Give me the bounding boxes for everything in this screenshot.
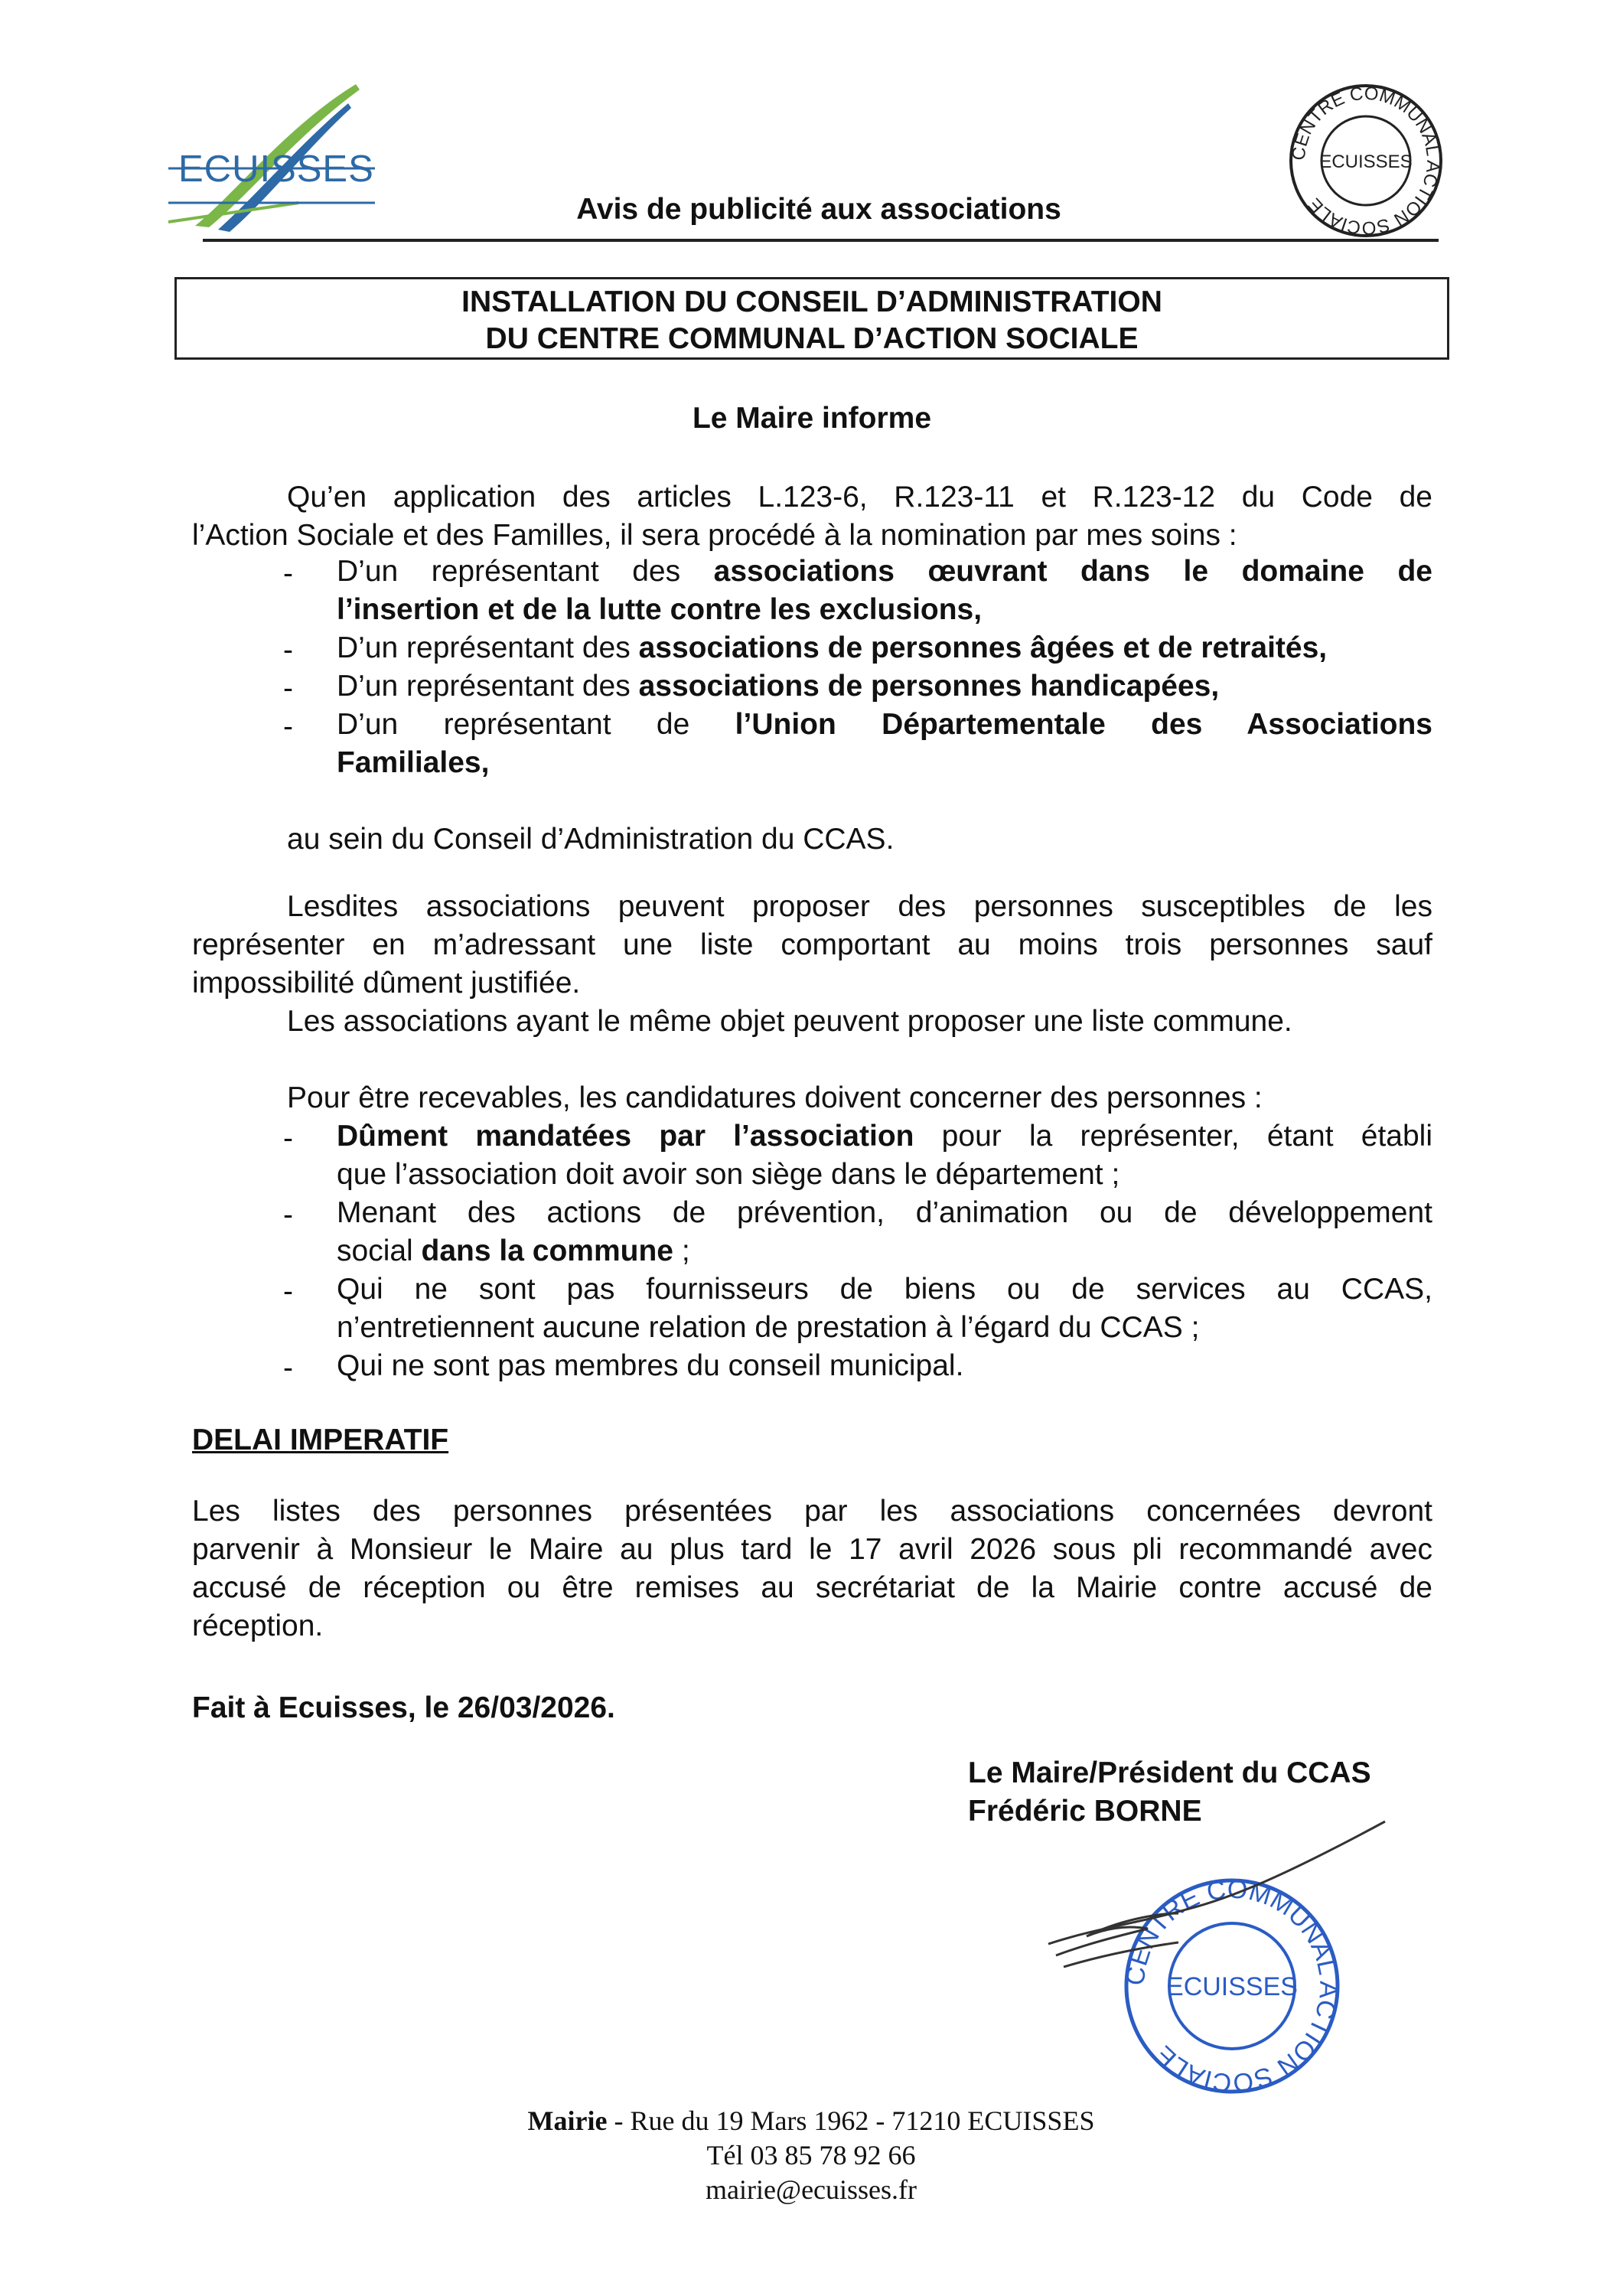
list-bullet: - <box>283 1199 293 1231</box>
notice-title: Avis de publicité aux associations <box>576 193 1061 226</box>
ecuisses-logo <box>165 80 394 241</box>
place-date: Fait à Ecuisses, le 26/03/2026. <box>192 1691 615 1724</box>
stamp-bottom-center-text: ECUISSES <box>1166 1972 1298 2001</box>
criterion-item-continuation: n’entretiennent aucune relation de prestation à l’égard du CCAS ; <box>337 1311 1200 1344</box>
list-bullet: - <box>283 634 293 667</box>
delai-line-3: accusé de réception ou être remises au secrétariat de la Mairie contre accusé de <box>192 1571 1432 1604</box>
signatory-role: Le Maire/Président du CCAS <box>968 1756 1371 1789</box>
stamp-icon <box>1286 80 1446 241</box>
list-bullet: - <box>283 1275 293 1308</box>
logo-text: ECUISSES <box>178 148 374 190</box>
meme-objet-text: Les associations ayant le même objet peuvent proposer une liste commune. <box>287 1005 1292 1038</box>
nomination-item-continuation: l’insertion et de la lutte contre les exclusions, <box>337 593 983 626</box>
au-sein-text: au sein du Conseil d’Administration du CCAS. <box>287 823 895 856</box>
intro-line-2: l’Action Sociale et des Familles, il sera procédé à la nomination par mes soins : <box>192 519 1237 552</box>
criterion-item-continuation: que l’association doit avoir son siège dans le département ; <box>337 1158 1120 1191</box>
signatory-name: Frédéric BORNE <box>968 1795 1202 1828</box>
list-bullet: - <box>283 672 293 705</box>
list-bullet: - <box>283 1122 293 1155</box>
delai-line-4: réception. <box>192 1609 324 1642</box>
nomination-item: D’un représentant des associations de personnes handicapées, <box>337 670 1220 703</box>
subtitle: Le Maire informe <box>692 402 932 435</box>
criterion-item: Qui ne sont pas membres du conseil municipal. <box>337 1349 964 1382</box>
signature-icon <box>1033 1814 1400 1998</box>
lesdites-line-1: Lesdites associations peuvent proposer des personnes susceptibles de les <box>287 890 1432 923</box>
title-line-2: DU CENTRE COMMUNAL D’ACTION SOCIALE <box>485 322 1139 355</box>
lesdites-line-3: impossibilité dûment justifiée. <box>192 967 581 1000</box>
delai-heading: DELAI IMPERATIF <box>192 1424 449 1456</box>
list-bullet: - <box>283 557 293 590</box>
ccas-stamp-top <box>1286 80 1446 241</box>
stamp-top-center-text: ECUISSES <box>1319 152 1413 172</box>
criterion-item-continuation: social dans la commune ; <box>337 1234 690 1267</box>
intro-line-1: Qu’en application des articles L.123-6, R.123-11 et R.123-12 du Code de <box>287 481 1432 514</box>
nomination-item: D’un représentant des associations œuvrant dans le domaine de <box>337 555 1432 588</box>
header-rule <box>203 239 1439 242</box>
lesdites-line-2: représenter en m’adressant une liste comportant au moins trois personnes sauf <box>192 928 1432 961</box>
list-bullet: - <box>283 710 293 743</box>
stamp-bottom-ring-text: CENTRE COMMUNAL ACTION SOCIALE <box>1120 1874 1344 2098</box>
delai-line-2: parvenir à Monsieur le Maire au plus tard le 17 avril 2026 sous pli recommandé avec <box>192 1533 1432 1566</box>
criterion-item: Dûment mandatées par l’association pour la représenter, étant établi <box>337 1120 1433 1153</box>
nomination-item: D’un représentant des associations de personnes âgées et de retraités, <box>337 631 1328 664</box>
recevables-intro: Pour être recevables, les candidatures doivent concerner des personnes : <box>287 1081 1263 1114</box>
nomination-item: D’un représentant de l’Union Départementale des Associations <box>337 708 1432 741</box>
title-line-1: INSTALLATION DU CONSEIL D’ADMINISTRATION <box>461 285 1162 318</box>
footer-address: Mairie - Rue du 19 Mars 1962 - 71210 ECUISSES <box>527 2105 1095 2136</box>
stamp-top-ring-text: CENTRE COMMUNAL ACTION SOCIALE <box>1288 83 1444 239</box>
criterion-item: Qui ne sont pas fournisseurs de biens ou de services au CCAS, <box>337 1273 1432 1306</box>
footer-phone: Tél 03 85 78 92 66 <box>706 2140 916 2170</box>
handwritten-signature <box>1033 1814 1400 1998</box>
nomination-item-continuation: Familiales, <box>337 746 490 779</box>
delai-line-1: Les listes des personnes présentées par les associations concernées devront <box>192 1495 1432 1528</box>
criterion-item: Menant des actions de prévention, d’animation ou de développement <box>337 1196 1432 1229</box>
footer-email: mairie@ecuisses.fr <box>705 2174 917 2205</box>
list-bullet: - <box>283 1352 293 1384</box>
title-box <box>174 277 1449 360</box>
